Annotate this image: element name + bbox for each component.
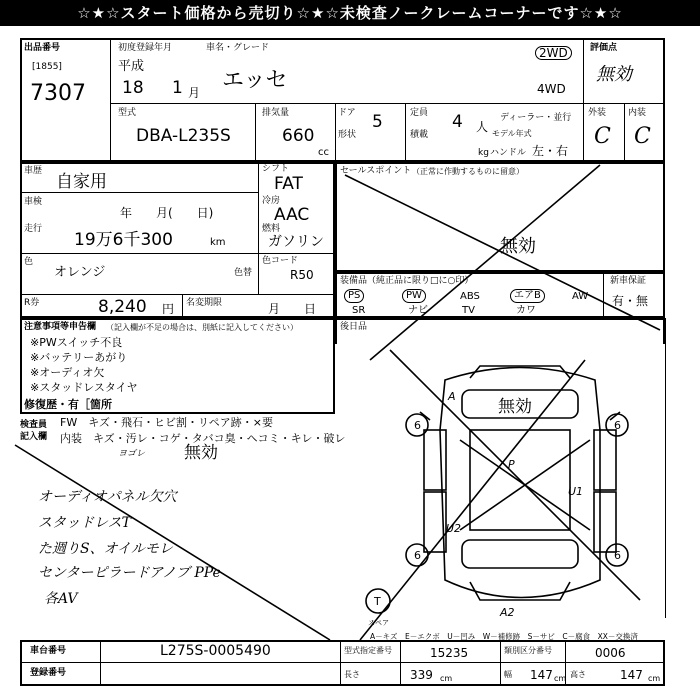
- grade-label: 評価点: [590, 43, 618, 53]
- model-label: 型式: [118, 108, 137, 118]
- ac-value: AAC: [274, 205, 310, 225]
- note-item: ※バッテリーあがり: [30, 351, 128, 364]
- length-label: 長さ: [344, 670, 360, 679]
- model-series-label: モデル年式: [492, 129, 532, 138]
- new-warranty-value: 有・無: [612, 294, 649, 308]
- new-warranty-label: 新車保証: [610, 276, 647, 286]
- chassis-number: L275S-0005490: [160, 643, 271, 659]
- inspector-label-2: 記入欄: [20, 432, 48, 442]
- color-label: 色: [24, 257, 34, 267]
- damage-mark: U1: [568, 485, 584, 498]
- grade-void: 無効: [596, 64, 632, 85]
- mileage-value: 19万6千300: [74, 230, 173, 250]
- fuel-label: 燃料: [262, 224, 281, 234]
- fuel-value: ガソリン: [268, 234, 324, 250]
- name-change-label: 名変期限: [186, 298, 223, 308]
- shape-label: 形状: [338, 130, 357, 140]
- equip-ps: PS: [344, 289, 364, 303]
- displacement-label: 排気量: [262, 108, 290, 118]
- equip-sr: SR: [352, 305, 366, 316]
- handwritten-note: スタッドレスT: [38, 515, 131, 531]
- diagram-void: 無効: [498, 397, 532, 417]
- inspector-row-2: 内装 キズ・汚レ・コゲ・タバコ臭・ヘコミ・キレ・破レ: [60, 432, 346, 445]
- class-value: 0006: [595, 646, 626, 660]
- r-label: R券: [24, 298, 40, 308]
- note-item: ※オーディオ欠: [30, 366, 105, 379]
- equip-tv: TV: [462, 305, 475, 316]
- type-value: 15235: [430, 646, 469, 660]
- width-value: 147: [530, 668, 553, 682]
- cc-unit: cc: [318, 147, 329, 158]
- car-label: 車名・グレード: [206, 43, 270, 53]
- height-label: 高さ: [570, 670, 586, 679]
- km-unit: km: [210, 237, 226, 248]
- capacity-label: 定員: [410, 108, 429, 118]
- inspector-void: 無効: [184, 443, 218, 463]
- doors: 5: [372, 112, 383, 132]
- person-unit: 人: [476, 120, 489, 134]
- inspection-label: 車検: [24, 197, 43, 207]
- name-change-date: 月 日: [268, 302, 317, 316]
- capacity: 4: [452, 112, 463, 132]
- car-name: エッセ: [222, 68, 288, 93]
- length-value: 339: [410, 668, 433, 682]
- lot-sub: [1855]: [32, 62, 62, 72]
- interior-label: 内装: [628, 108, 647, 118]
- cross-out-line: [370, 165, 600, 360]
- sales-void: 無効: [500, 236, 536, 257]
- era: 平成: [118, 59, 145, 74]
- dealer-label: ディーラー・並行: [500, 113, 572, 123]
- drive-2wd: 2WD: [535, 46, 572, 60]
- exterior-label: 外装: [588, 108, 607, 118]
- shift-label: シフト: [262, 164, 290, 174]
- damage-mark: U2: [446, 522, 462, 535]
- tyre-label: 6: [614, 549, 621, 562]
- lot-number: 7307: [30, 81, 86, 106]
- class-label: 類別区分番号: [504, 646, 552, 655]
- cross-out-line: [15, 445, 330, 640]
- damage-mark: A2: [500, 606, 515, 619]
- cross-out-line: [390, 350, 640, 600]
- yen-unit: 円: [162, 302, 175, 316]
- inspector-label: 検査員: [20, 420, 48, 430]
- inspection-value: 年 月( 日): [120, 206, 214, 220]
- sales-label: セールスポイント: [340, 166, 412, 176]
- handwritten-note: た週りS、オイルモレ: [38, 541, 173, 557]
- cm-unit: cm: [440, 674, 453, 683]
- equip-abs: ABS: [460, 291, 480, 302]
- tyre-label: 6: [614, 419, 621, 432]
- kg-unit: kg: [478, 148, 489, 158]
- equip-leather: カワ: [516, 305, 536, 316]
- exterior-mark: C: [594, 124, 611, 149]
- use-label: 車歴: [24, 166, 43, 176]
- height-value: 147: [620, 668, 643, 682]
- handwritten-note: センターピラードアノブ PPe: [38, 565, 221, 581]
- equip-navi: ナビ: [408, 305, 428, 316]
- lot-label: 出品番号: [24, 43, 61, 53]
- shift-value: FAT: [274, 174, 303, 194]
- drive-4wd: 4WD: [537, 82, 566, 96]
- cm-unit: cm: [648, 674, 661, 683]
- handle-label: ハンドル: [490, 148, 527, 158]
- type-label: 型式指定番号: [344, 646, 392, 655]
- color-code-label: 色コード: [262, 256, 299, 266]
- use-value: 自家用: [56, 172, 107, 192]
- first-reg-label: 初度登録年月: [118, 43, 173, 53]
- width-label: 幅: [504, 670, 512, 679]
- inspector-scribble: ヨゴレ: [118, 449, 146, 459]
- sales-note: （正常に作動するものに留意）: [412, 167, 524, 176]
- mileage-label: 走行: [24, 224, 43, 234]
- handwritten-note: オーディオパネル欠穴: [38, 489, 177, 505]
- notes-label: 注意事項等申告欄: [24, 322, 97, 332]
- interior-mark: C: [634, 124, 651, 149]
- note-item: ※スタッドレスタイヤ: [30, 381, 138, 394]
- color-value: オレンジ: [54, 265, 106, 280]
- spare-label: スペア: [368, 619, 389, 627]
- color-code-value: R50: [290, 268, 314, 282]
- ac-label: 冷房: [262, 196, 281, 206]
- load-label: 積載: [410, 130, 429, 140]
- month-unit: 月: [188, 86, 201, 100]
- rear-items-label: 後日品: [340, 322, 368, 332]
- equipment-label: 装備品（純正品に限り□に○印）: [340, 276, 474, 286]
- cross-out-line: [345, 175, 660, 330]
- doors-label: ドア: [338, 108, 356, 118]
- model-code: DBA-L235S: [136, 126, 231, 146]
- chassis-label: 車台番号: [30, 646, 67, 656]
- cm-unit: cm: [554, 674, 567, 683]
- handwritten-note: 各AV: [44, 591, 78, 607]
- registration-label: 登録番号: [30, 668, 67, 678]
- cross-out-line: [360, 360, 585, 640]
- reg-year: 18: [122, 78, 144, 98]
- footer-box: [20, 640, 665, 686]
- displacement: 660: [282, 126, 315, 146]
- tyre-label: 6: [414, 549, 421, 562]
- equip-airbag: エアB: [510, 289, 545, 303]
- note-item: ※PWスイッチ不良: [30, 336, 123, 349]
- notes-sub: （記入欄が不足の場合は、別紙に記入してください）: [106, 323, 298, 332]
- tyre-label: 6: [414, 419, 421, 432]
- header-banner: ☆★☆スタート価格から売切り☆★☆未検査ノークレームコーナーです☆★☆: [0, 0, 700, 26]
- r-value: 8,240: [98, 297, 147, 317]
- damage-legend: A－キズ E－エクボ U－凹み W－補修跡 S－サビ C－腐食 XX－交換済: [370, 632, 638, 641]
- damage-mark: A: [448, 390, 456, 403]
- inspector-row-1: FW キズ・飛石・ヒビ割・リペア跡・×要: [60, 416, 273, 429]
- spare-mark: T: [374, 595, 381, 608]
- damage-mark: P: [508, 458, 515, 471]
- handle-value: 左・右: [532, 144, 569, 158]
- repair-history: 修復歴・有［箇所: [24, 398, 112, 411]
- reg-month: 1: [172, 78, 183, 98]
- color-change-label: 色替: [234, 268, 253, 278]
- equip-pw: PW: [402, 289, 426, 303]
- equip-aw: AW: [572, 291, 589, 302]
